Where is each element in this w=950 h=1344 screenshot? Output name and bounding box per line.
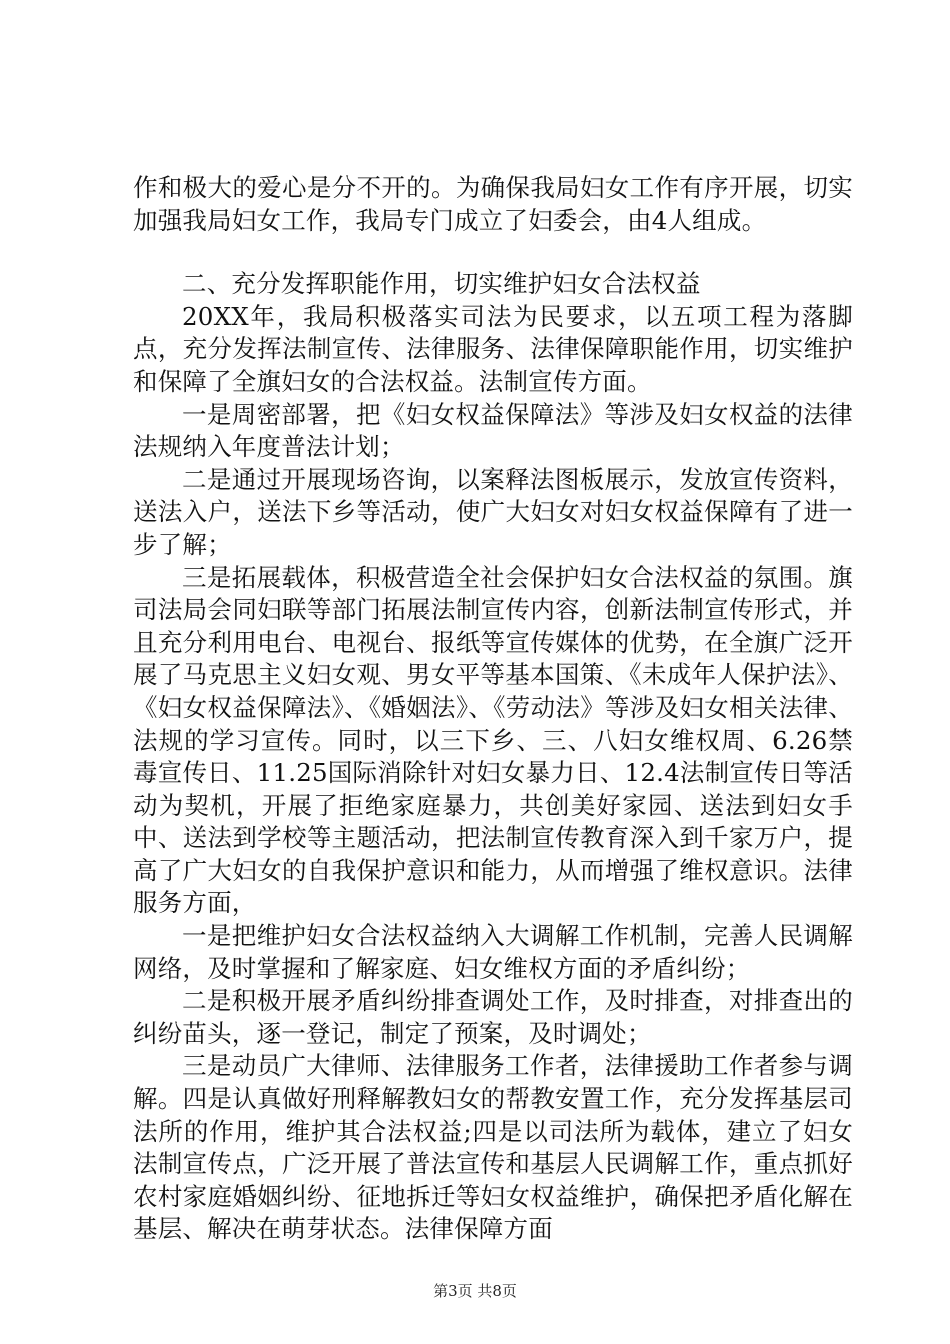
page-number-footer: 第3页 共8页	[433, 1282, 517, 1300]
paragraph-continuation: 作和极大的爱心是分不开的。为确保我局妇女工作有序开展，切实加强我局妇女工作，我局专门成立了妇委会，由4人组成。	[133, 173, 853, 235]
paragraph-service-2: 二是积极开展矛盾纠纷排查调处工作，及时排查，对排查出的纠纷苗头，逐一登记，制定了预案，及时调处；	[133, 986, 853, 1048]
paragraph-service-3: 三是动员广大律师、法律服务工作者，法律援助工作者参与调解。四是认真做好刑释解教妇女的帮教安置工作，充分发挥基层司法所的作用，维护其合法权益;四是以司法所为载体，建立了妇女法制宣传点，广泛开展了普法宣传和基层人民调解工作，重点抓好农村家庭婚姻纠纷、征地拆迁等妇女权益维护，确保把矛盾化解在基层、解决在萌芽状态。法律保障方面	[133, 1051, 853, 1244]
document-body	[133, 172, 853, 1246]
section-heading: 二、充分发挥职能作用，切实维护妇女合法权益	[182, 269, 701, 299]
paragraph-overview: 20XX年，我局积极落实司法为民要求，以五项工程为落脚点，充分发挥法制宣传、法律服务、法律保障职能作用，切实维护和保障了全旗妇女的合法权益。法制宣传方面。	[133, 301, 853, 396]
paragraph-item-3: 三是拓展载体，积极营造全社会保护妇女合法权益的氛围。旗司法局会同妇联等部门拓展法制宣传内容，创新法制宣传形式，并且充分利用电台、电视台、报纸等宣传媒体的优势，在全旗广泛开展了马克思主义妇女观、男女平等基本国策、《未成年人保护法》、《妇女权益保障法》、《婚姻法》、《劳动法》等涉及妇女相关法律、法规的学习宣传。同时，以三下乡、三、八妇女维权周、6.26禁毒宣传日、11.25国际消除针对妇女暴力日、12.4法制宣传日等活动为契机，开展了拒绝家庭暴力，共创美好家园、送法到妇女手中、送法到学校等主题活动，把法制宣传教育深入到千家万户，提高了广大妇女的自我保护意识和能力，从而增强了维权意识。法律服务方面，	[133, 562, 853, 918]
paragraph-service-1: 一是把维护妇女合法权益纳入大调解工作机制，完善人民调解网络，及时掌握和了解家庭、妇女维权方面的矛盾纠纷；	[133, 921, 853, 983]
paragraph-item-2: 二是通过开展现场咨询，以案释法图板展示，发放宣传资料，送法入户，送法下乡等活动，使广大妇女对妇女权益保障有了进一步了解；	[133, 464, 853, 559]
paragraph-item-1: 一是周密部署，把《妇女权益保障法》等涉及妇女权益的法律法规纳入年度普法计划；	[133, 399, 853, 462]
